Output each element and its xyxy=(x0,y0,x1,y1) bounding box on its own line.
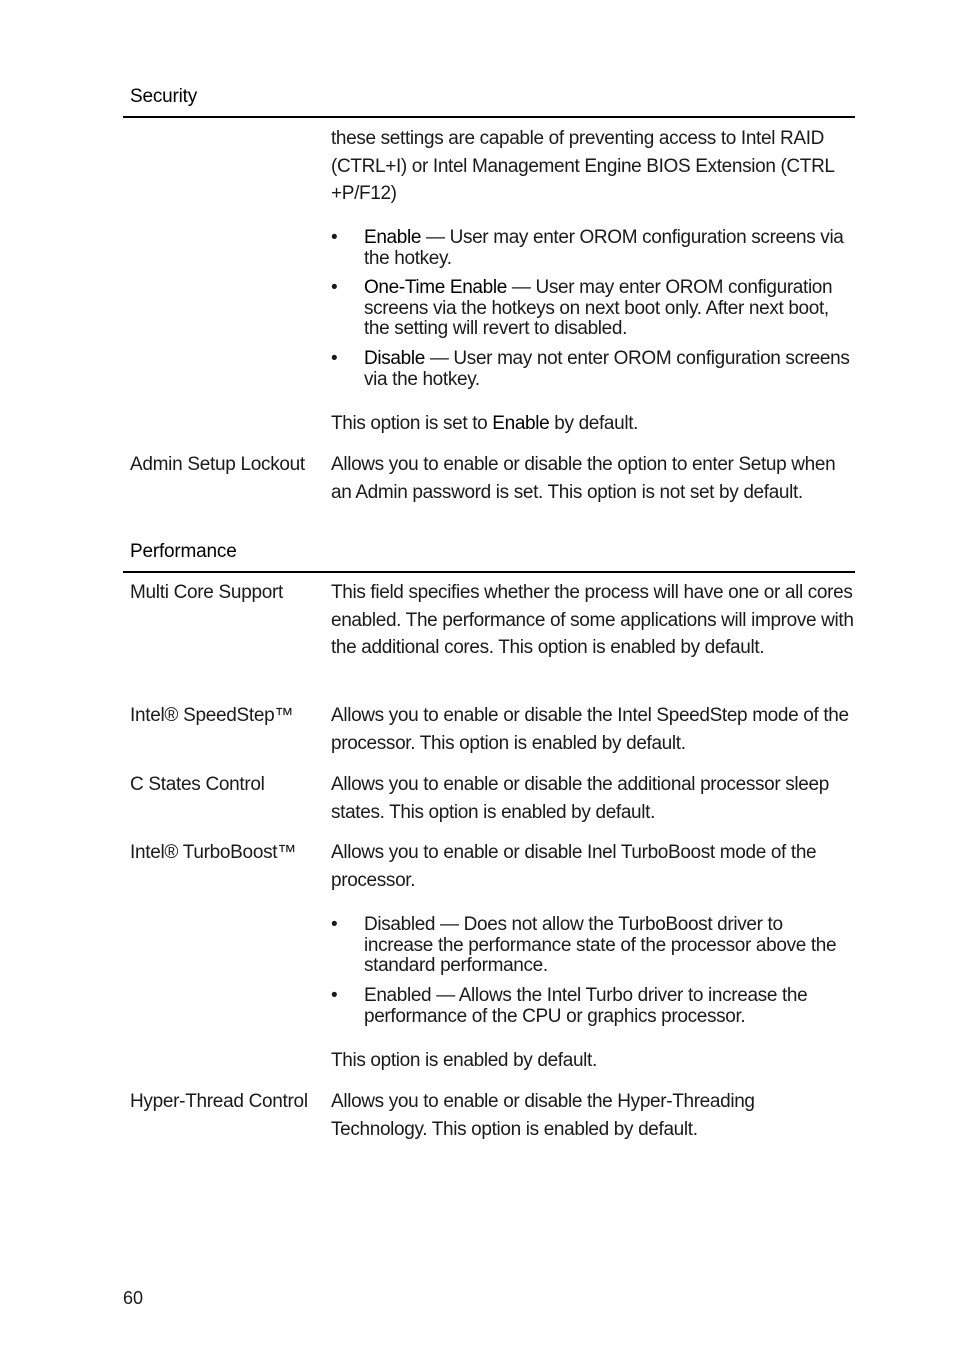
option-text: Disabled — Does not allow the TurboBoost driver to increase the performance state of the processor above the standard performance. xyxy=(364,914,837,976)
option-term: One-Time Enable xyxy=(364,277,507,298)
setting-description: This field specifies whether the process will have one or all cores enabled. The performance of some applications will improve with the additional cores. This option is enabled by default. xyxy=(331,582,854,658)
section-divider xyxy=(123,116,855,118)
setting-label-intel-speedstep: Intel® SpeedStep™ xyxy=(130,705,294,726)
bullet-dot: • xyxy=(331,227,338,248)
bullet-dot: • xyxy=(331,914,338,935)
option-text: — User may not enter OROM configuration screens via the hotkey. xyxy=(364,348,850,390)
section-heading-security: Security xyxy=(130,86,198,107)
default-note: This option is enabled by default. xyxy=(331,1050,597,1071)
setting-label-hyper-thread-control: Hyper-Thread Control xyxy=(130,1091,308,1112)
security-continued-description: these settings are capable of preventing access to Intel RAID (CTRL+I) or Intel Management Engine BIOS Extension (CTRL +P/F12) xyxy=(331,128,834,204)
setting-description: Allows you to enable or disable the additional processor sleep states. This option is enabled by default. xyxy=(331,774,829,823)
default-note: This option is set to Enable by default. xyxy=(331,413,639,434)
option-text: — User may enter OROM configuration screens via the hotkeys on next boot only. After next boot, the setting will revert to disabled. xyxy=(364,277,833,339)
bullet-dot: • xyxy=(331,985,338,1006)
bullet-dot: • xyxy=(331,277,338,298)
page-number: 60 xyxy=(123,1288,144,1308)
setting-description: Allows you to enable or disable the Intel SpeedStep mode of the processor. This option is enabled by default. xyxy=(331,705,849,754)
section-heading-performance: Performance xyxy=(130,541,237,562)
setting-description: Allows you to enable or disable the option to enter Setup when an Admin password is set. This option is not set by default. xyxy=(331,454,836,503)
setting-description: Allows you to enable or disable the Hyper-Threading Technology. This option is enabled by default. xyxy=(331,1091,755,1140)
option-text: — User may enter OROM configuration screens via the hotkey. xyxy=(364,227,844,269)
option-text: Enabled — Allows the Intel Turbo driver to increase the performance of the CPU or graphics processor. xyxy=(364,985,808,1027)
section-divider xyxy=(123,571,855,573)
default-term: Enable xyxy=(492,413,550,434)
setting-description: Allows you to enable or disable Inel TurboBoost mode of the processor. xyxy=(331,842,817,891)
option-term: Enable xyxy=(364,227,422,248)
setting-label-intel-turboboost: Intel® TurboBoost™ xyxy=(130,842,296,863)
setting-label-multi-core-support: Multi Core Support xyxy=(130,582,284,603)
setting-label-admin-setup-lockout: Admin Setup Lockout xyxy=(130,454,305,475)
bullet-dot: • xyxy=(331,348,338,369)
option-term: Disable xyxy=(364,348,425,369)
setting-label-c-states-control: C States Control xyxy=(130,774,265,795)
